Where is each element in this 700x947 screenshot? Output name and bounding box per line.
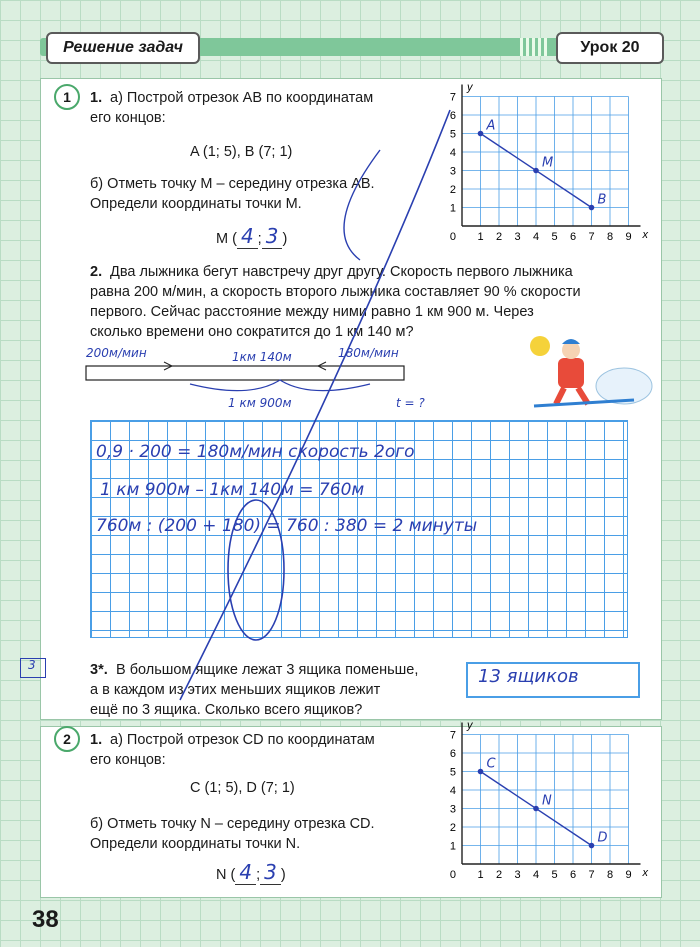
page-number: 38: [32, 906, 59, 933]
n-x: 4: [235, 860, 256, 885]
task1-p3-line2: а в каждом из этих меньших ящиков лежит: [90, 682, 381, 698]
task1-p3-label: 3*.: [90, 662, 108, 678]
task2-number: 2: [54, 726, 80, 752]
graph1-point-label: M: [542, 155, 554, 171]
graph1-point: [589, 205, 595, 211]
graph2-x-tick: 8: [606, 869, 614, 881]
graph2-y-tick: 3: [449, 803, 456, 816]
task1-p3-line1: В большом ящике лежат 3 ящика поменьше,: [116, 662, 419, 678]
task2-p1-label: 1.: [90, 732, 103, 748]
n-end: ): [280, 867, 286, 883]
m-end: ): [282, 231, 288, 247]
task2-p1a-line2: его концов:: [90, 752, 166, 768]
m-sep: ;: [257, 231, 262, 247]
graph1-y-tick: 3: [449, 165, 456, 178]
solution-line-3: 760м : (200 + 180) = 760 : 380 = 2 минуты: [96, 516, 478, 536]
graph2-x-tick: 9: [625, 869, 632, 881]
graph2-x-tick: 2: [495, 869, 503, 881]
graph1-x-tick: 9: [625, 231, 632, 243]
task1-p2-line4: сколько времени оно сократится до 1 км 140 м?: [90, 324, 414, 340]
graph1-x-tick: 5: [551, 231, 558, 243]
header-stripes: [520, 38, 550, 56]
graph1-y-tick: 7: [449, 91, 456, 104]
teacher-check-mark: [60, 80, 480, 730]
task1-p1b-line1: б) Отметь точку M – середину отрезка AB.: [90, 176, 375, 192]
graph1-x-tick: 4: [532, 231, 540, 243]
graph2-y-tick: 7: [449, 729, 456, 742]
n-sep: ;: [256, 867, 261, 883]
graph1-y-name: y: [467, 81, 473, 94]
task1-number: 1: [54, 84, 80, 110]
task1-coords: A (1; 5), B (7; 1): [190, 144, 293, 160]
graph1-y-tick: 1: [449, 202, 456, 215]
diagram-time: t = ?: [396, 396, 425, 410]
m-y: 3: [262, 224, 283, 249]
graph1-x-tick: 6: [569, 231, 577, 243]
side-score: 3: [28, 658, 36, 672]
task1-p2-line2: равна 200 м/мин, а скорость второго лыжника составляет 90 % скорости: [90, 284, 581, 300]
graph2: [436, 714, 656, 890]
graph2-y-name: y: [467, 719, 473, 732]
diagram-total-distance: 1 км 900м: [228, 396, 292, 410]
task1-p2-label: 2.: [90, 264, 103, 280]
graph2-y-tick: 4: [449, 785, 456, 797]
graph1-point: [533, 168, 539, 174]
graph1-y-tick: 4: [449, 147, 456, 159]
task1-p1-label: 1.: [90, 90, 103, 106]
graph2-x-tick: 7: [588, 869, 595, 881]
task1-p1a-line1: а) Построй отрезок AB по координатам: [110, 90, 374, 106]
task2-n-answer: [216, 862, 286, 886]
n-label: N (: [216, 867, 236, 883]
solution-line-1: 0,9 · 200 = 180м/мин скорость 2ого: [96, 442, 415, 462]
task2-p1b-line2: Определи координаты точки N.: [90, 836, 301, 852]
graph2-point-label: D: [597, 830, 608, 846]
graph2-x-tick: 3: [514, 869, 521, 881]
graph1-x-tick: 2: [495, 231, 503, 243]
task2-p1a-line1: а) Построй отрезок CD по координатам: [110, 732, 375, 748]
graph2-x-tick: 5: [551, 869, 558, 881]
graph1-x-name: x: [642, 229, 648, 241]
task1-p1a-line2: его концов:: [90, 110, 166, 126]
graph1-x-tick: 3: [514, 231, 521, 243]
solution-line-2: 1 км 900м – 1км 140м = 760м: [100, 480, 365, 500]
graph2-y-tick: 5: [449, 766, 456, 779]
graph1-x-tick: 8: [606, 231, 614, 243]
graph2-y-tick: 6: [449, 748, 456, 760]
section-title: Решение задач: [46, 32, 200, 64]
graph1-point-label: A: [486, 118, 496, 134]
graph2-point-label: N: [542, 793, 552, 809]
skier-illustration: [504, 330, 654, 412]
task1-p3-line3: ещё по 3 ящика. Сколько всего ящиков?: [90, 702, 363, 718]
lesson-title: Урок 20: [556, 32, 664, 64]
graph2-point: [533, 806, 539, 812]
graph1-y-tick: 6: [449, 110, 456, 122]
graph1-origin: 0: [449, 231, 456, 243]
graph2-x-tick: 1: [477, 869, 484, 881]
graph2-point: [589, 843, 595, 849]
graph2-y-tick: 1: [449, 840, 456, 853]
graph1-y-tick: 5: [449, 128, 456, 141]
m-label: M (: [216, 231, 237, 247]
task1-p2-line1: Два лыжника бегут навстречу друг другу. Скорость первого лыжника: [110, 264, 573, 280]
graph2-y-tick: 2: [449, 822, 456, 834]
diagram-right-speed: 180м/мин: [338, 346, 399, 360]
m-x: 4: [237, 224, 258, 249]
diagram-left-speed: 200м/мин: [86, 346, 147, 360]
n-y: 3: [260, 860, 281, 885]
graph1-x-tick: 1: [477, 231, 484, 243]
task1-p2-line3: первого. Сейчас расстояние между ними равно 1 км 900 м. Через: [90, 304, 534, 320]
graph1-x-tick: 7: [588, 231, 595, 243]
graph2-x-tick: 6: [569, 869, 577, 881]
graph2-x-name: x: [642, 867, 648, 879]
task2-coords: C (1; 5), D (7; 1): [190, 780, 295, 796]
p3-answer: 13 ящиков: [478, 666, 579, 687]
graph1-point-label: B: [597, 192, 607, 208]
task1-p1b-line2: Определи координаты точки M.: [90, 196, 302, 212]
graph2-origin: 0: [449, 869, 456, 881]
task2-p1b-line1: б) Отметь точку N – середину отрезка CD.: [90, 816, 375, 832]
graph2-point-label: C: [486, 756, 496, 772]
graph1-y-tick: 2: [449, 184, 456, 196]
graph2-x-tick: 4: [532, 869, 540, 881]
graph2-point: [478, 769, 484, 775]
diagram-mid-distance: 1км 140м: [232, 350, 292, 364]
